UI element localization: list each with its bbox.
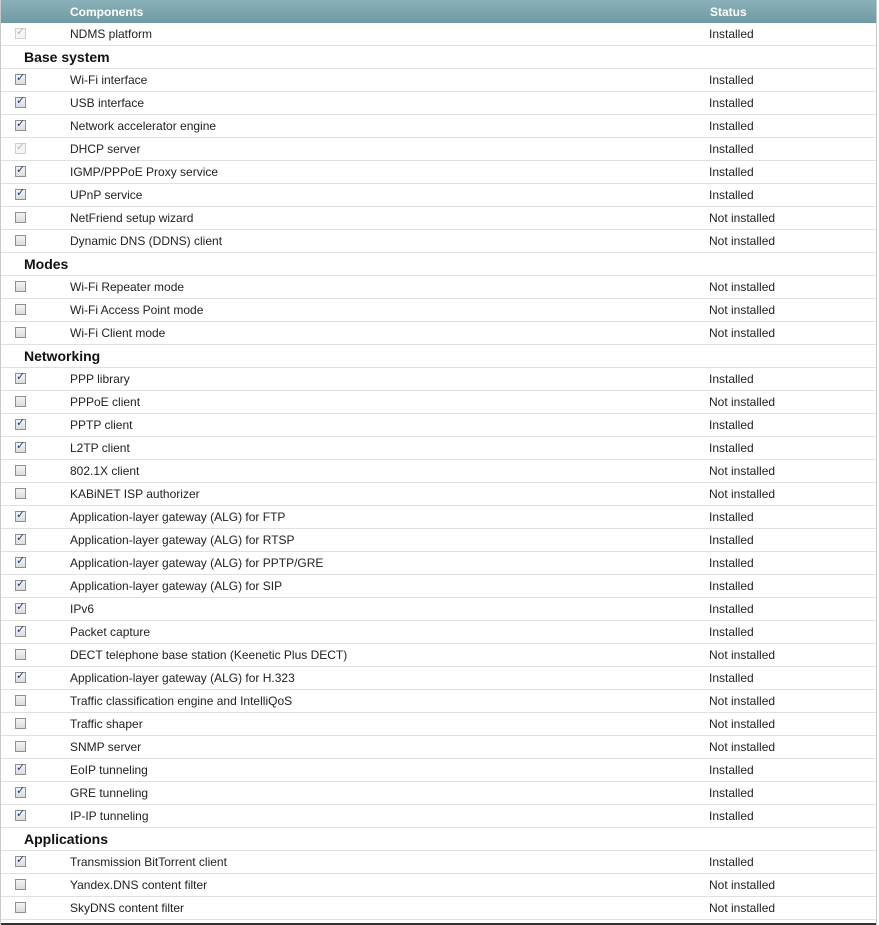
component-name: Dynamic DNS (DDNS) client — [70, 234, 223, 248]
component-status: Installed — [709, 188, 754, 202]
component-row-network-accelerator-engine — [1, 115, 876, 138]
component-status: Installed — [709, 119, 754, 133]
component-row-wi-fi-repeater-mode — [1, 276, 876, 299]
component-checkbox — [15, 143, 26, 154]
component-status: Not installed — [709, 740, 776, 754]
component-checkbox[interactable] — [15, 902, 26, 913]
component-checkbox[interactable] — [15, 304, 26, 315]
component-row-traffic-classification-engine-and-intelliqos — [1, 690, 876, 713]
component-name: L2TP client — [70, 441, 130, 455]
component-status: Installed — [709, 510, 754, 524]
component-name: IP-IP tunneling — [70, 809, 149, 823]
component-name: Wi-Fi Client mode — [70, 326, 166, 340]
component-status: Not installed — [709, 717, 776, 731]
component-row-ipv6 — [1, 598, 876, 621]
section-networking — [1, 345, 876, 368]
component-row-dynamic-dns-ddns-client — [1, 230, 876, 253]
component-name: USB interface — [70, 96, 145, 110]
component-name: Wi-Fi Access Point mode — [70, 303, 204, 317]
component-status: Installed — [709, 372, 754, 386]
component-row-application-layer-gateway-alg-for-ftp — [1, 506, 876, 529]
component-row-wi-fi-interface — [1, 69, 876, 92]
component-checkbox[interactable] — [15, 787, 26, 798]
component-row-ndms-platform — [1, 23, 876, 46]
component-checkbox[interactable] — [15, 120, 26, 131]
component-name: SNMP server — [70, 740, 142, 754]
component-checkbox[interactable] — [15, 442, 26, 453]
component-name: PPTP client — [70, 418, 133, 432]
component-row-usb-interface — [1, 92, 876, 115]
section-title: Modes — [24, 256, 69, 272]
component-name: Traffic classification engine and IntelliQoS — [70, 694, 293, 708]
component-name: NDMS platform — [70, 27, 153, 41]
component-row-skydns-content-filter — [1, 897, 876, 920]
component-status: Installed — [709, 855, 754, 869]
component-status: Installed — [709, 671, 754, 685]
component-checkbox[interactable] — [15, 557, 26, 568]
component-row-packet-capture — [1, 621, 876, 644]
component-checkbox[interactable] — [15, 534, 26, 545]
section-modes — [1, 253, 876, 276]
component-row-netfriend-setup-wizard — [1, 207, 876, 230]
component-row-application-layer-gateway-alg-for-pptp-gre — [1, 552, 876, 575]
component-status: Not installed — [709, 901, 776, 915]
component-name: PPP library — [70, 372, 130, 386]
component-status: Installed — [709, 556, 754, 570]
component-status: Installed — [709, 418, 754, 432]
component-name: Application-layer gateway (ALG) for PPTP/GRE — [70, 556, 324, 570]
component-name: Wi-Fi Repeater mode — [70, 280, 185, 294]
component-checkbox[interactable] — [15, 764, 26, 775]
component-checkbox[interactable] — [15, 511, 26, 522]
component-row-application-layer-gateway-alg-for-sip — [1, 575, 876, 598]
component-checkbox[interactable] — [15, 97, 26, 108]
component-name: GRE tunneling — [70, 786, 149, 800]
component-row-traffic-shaper — [1, 713, 876, 736]
component-name: NetFriend setup wizard — [70, 211, 194, 225]
component-name: Packet capture — [70, 625, 151, 639]
component-checkbox[interactable] — [15, 189, 26, 200]
component-row-l2tp-client — [1, 437, 876, 460]
component-status: Installed — [709, 786, 754, 800]
component-name: Network accelerator engine — [70, 119, 217, 133]
component-status: Not installed — [709, 234, 776, 248]
component-checkbox[interactable] — [15, 649, 26, 660]
section-base-system — [1, 46, 876, 69]
component-row-ppp-library — [1, 368, 876, 391]
component-status: Not installed — [709, 326, 776, 340]
component-status: Not installed — [709, 648, 776, 662]
component-checkbox[interactable] — [15, 603, 26, 614]
component-row-dect-telephone-base-station-keenetic-plus-dect — [1, 644, 876, 667]
component-row-kabinet-isp-authorizer — [1, 483, 876, 506]
component-checkbox[interactable] — [15, 488, 26, 499]
component-checkbox[interactable] — [15, 373, 26, 384]
component-checkbox[interactable] — [15, 856, 26, 867]
component-name: PPPoE client — [70, 395, 141, 409]
component-checkbox[interactable] — [15, 419, 26, 430]
component-checkbox[interactable] — [15, 741, 26, 752]
component-checkbox[interactable] — [15, 212, 26, 223]
status-column-header: Status — [710, 5, 747, 19]
component-name: UPnP service — [70, 188, 143, 202]
component-row-pptp-client — [1, 414, 876, 437]
component-checkbox[interactable] — [15, 166, 26, 177]
section-applications — [1, 828, 876, 851]
section-title: Applications — [24, 831, 109, 847]
component-row-upnp-service — [1, 184, 876, 207]
component-row-snmp-server — [1, 736, 876, 759]
component-status: Installed — [709, 809, 754, 823]
component-name: DECT telephone base station (Keenetic Plus DECT) — [70, 648, 348, 662]
component-status: Not installed — [709, 464, 776, 478]
component-checkbox[interactable] — [15, 879, 26, 890]
component-row-transmission-bittorrent-client — [1, 851, 876, 874]
component-status: Installed — [709, 142, 754, 156]
component-checkbox[interactable] — [15, 626, 26, 637]
components-column-header: Components — [70, 5, 144, 19]
component-checkbox[interactable] — [15, 74, 26, 85]
component-name: Application-layer gateway (ALG) for RTSP — [70, 533, 295, 547]
section-title: Base system — [24, 49, 110, 65]
component-status: Installed — [709, 165, 754, 179]
component-status: Installed — [709, 96, 754, 110]
component-name: IPv6 — [70, 602, 95, 616]
component-status: Installed — [709, 533, 754, 547]
table-body — [1, 23, 876, 920]
component-name: Application-layer gateway (ALG) for FTP — [70, 510, 286, 524]
component-status: Not installed — [709, 211, 776, 225]
component-row-wi-fi-client-mode — [1, 322, 876, 345]
component-status: Not installed — [709, 395, 776, 409]
component-checkbox[interactable] — [15, 327, 26, 338]
component-row-802-1x-client — [1, 460, 876, 483]
component-checkbox[interactable] — [15, 396, 26, 407]
component-status: Installed — [709, 763, 754, 777]
component-row-eoip-tunneling — [1, 759, 876, 782]
component-status: Not installed — [709, 303, 776, 317]
component-checkbox[interactable] — [15, 281, 26, 292]
section-title: Networking — [24, 348, 101, 364]
component-checkbox[interactable] — [15, 672, 26, 683]
component-name: SkyDNS content filter — [70, 901, 185, 915]
component-status: Installed — [709, 625, 754, 639]
component-name: EoIP tunneling — [70, 763, 148, 777]
component-status: Not installed — [709, 878, 776, 892]
component-name: Application-layer gateway (ALG) for SIP — [70, 579, 283, 593]
component-name: KABiNET ISP authorizer — [70, 487, 200, 501]
component-name: Wi-Fi interface — [70, 73, 148, 87]
component-name: Traffic shaper — [70, 717, 143, 731]
component-row-wi-fi-access-point-mode — [1, 299, 876, 322]
component-name: 802.1X client — [70, 464, 140, 478]
component-status: Not installed — [709, 280, 776, 294]
component-row-dhcp-server — [1, 138, 876, 161]
component-checkbox[interactable] — [15, 465, 26, 476]
component-name: Yandex.DNS content filter — [70, 878, 208, 892]
component-row-application-layer-gateway-alg-for-h-323 — [1, 667, 876, 690]
component-status: Installed — [709, 579, 754, 593]
component-name: IGMP/PPPoE Proxy service — [70, 165, 219, 179]
component-checkbox[interactable] — [15, 695, 26, 706]
component-row-pppoe-client — [1, 391, 876, 414]
component-row-gre-tunneling — [1, 782, 876, 805]
component-status: Installed — [709, 602, 754, 616]
component-checkbox[interactable] — [15, 580, 26, 591]
component-name: Application-layer gateway (ALG) for H.323 — [70, 671, 295, 685]
component-name: DHCP server — [70, 142, 141, 156]
component-row-igmp-pppoe-proxy-service — [1, 161, 876, 184]
component-checkbox[interactable] — [15, 810, 26, 821]
component-row-ip-ip-tunneling — [1, 805, 876, 828]
component-status: Installed — [709, 73, 754, 87]
component-status: Not installed — [709, 694, 776, 708]
table-header — [1, 0, 876, 23]
component-checkbox[interactable] — [15, 235, 26, 246]
component-status: Installed — [709, 27, 754, 41]
component-checkbox — [15, 28, 26, 39]
component-status: Installed — [709, 441, 754, 455]
component-row-application-layer-gateway-alg-for-rtsp — [1, 529, 876, 552]
component-name: Transmission BitTorrent client — [70, 855, 227, 869]
component-checkbox[interactable] — [15, 718, 26, 729]
component-status: Not installed — [709, 487, 776, 501]
component-row-yandex-dns-content-filter — [1, 874, 876, 897]
